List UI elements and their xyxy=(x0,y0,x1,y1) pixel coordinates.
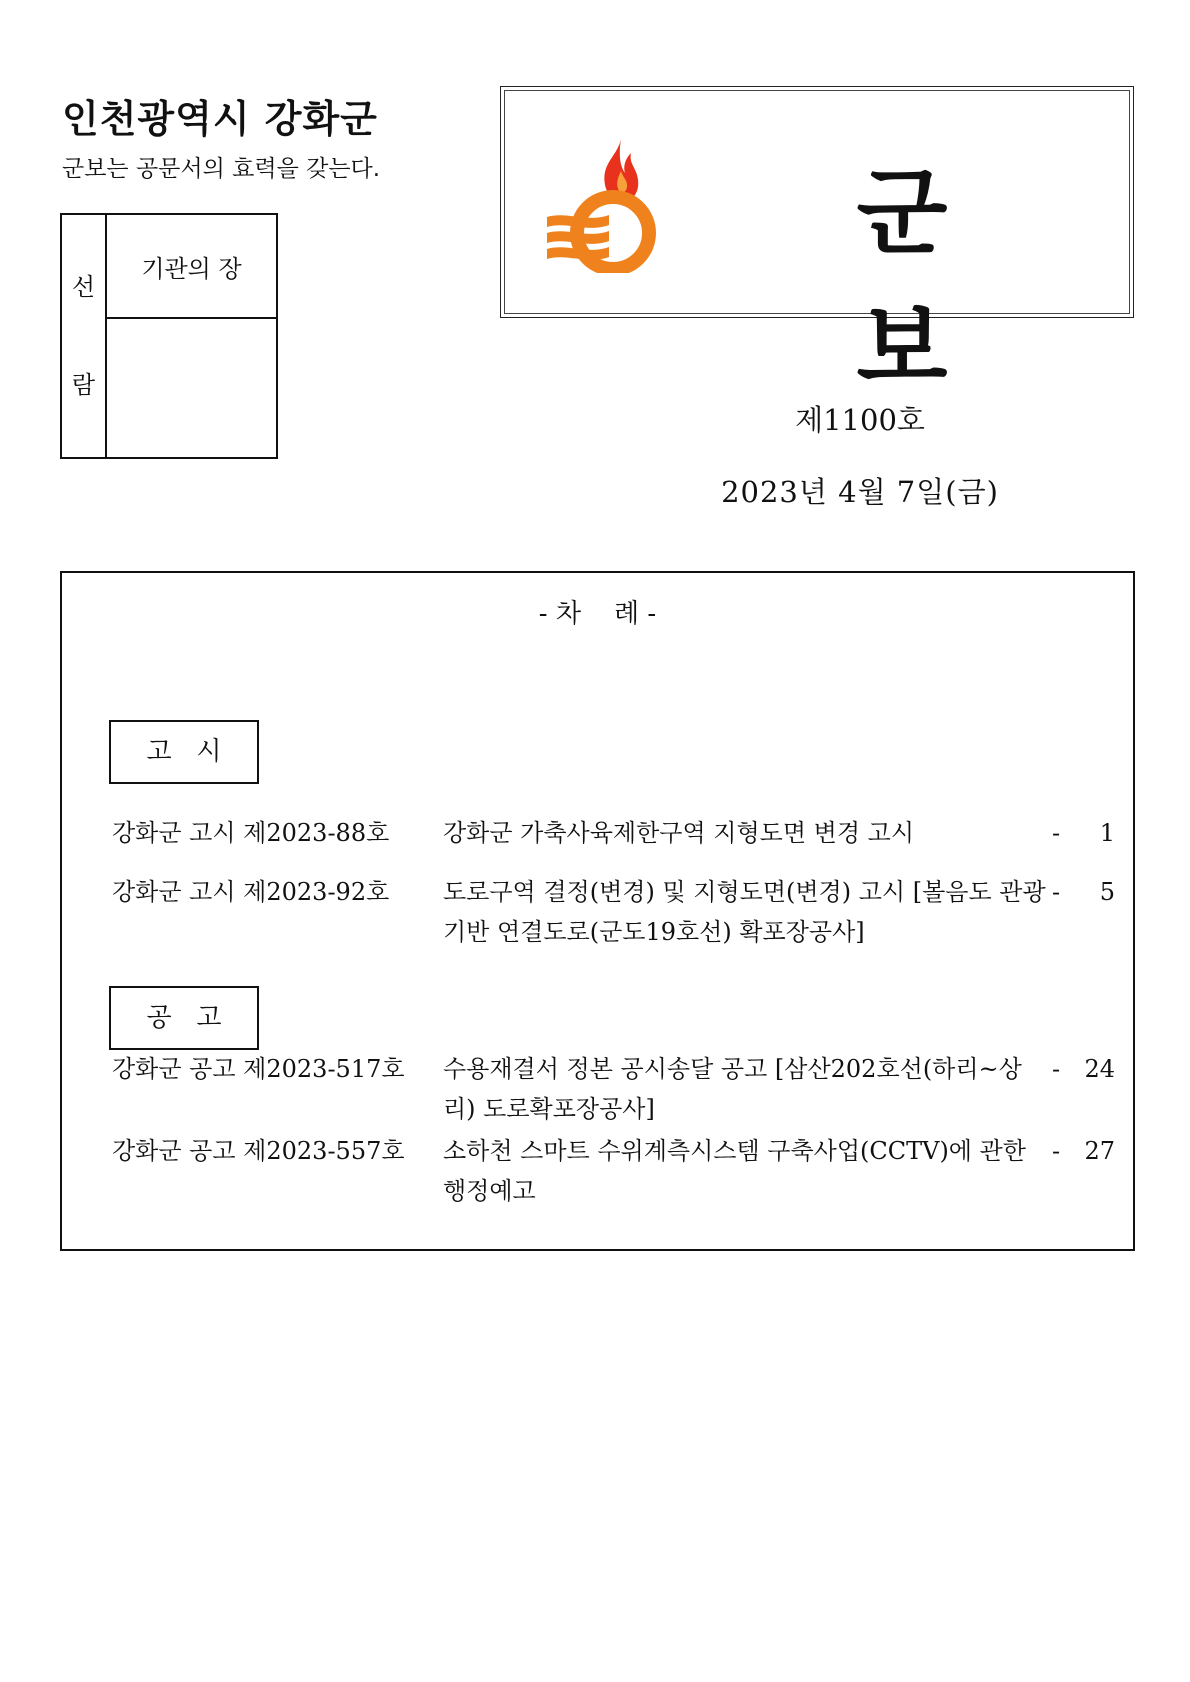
toc-entry-dash: - xyxy=(1052,878,1061,906)
toc-entry-dash: - xyxy=(1052,1137,1061,1165)
toc-entry-title: 수용재결서 정본 공시송달 공고 [삼산202호선(하리~상리) 도로확포장공사] xyxy=(443,1055,1022,1123)
approval-head-cell: 기관의 장 xyxy=(107,215,276,319)
approval-side-label xyxy=(62,215,107,457)
toc-entry-page: 1 xyxy=(1099,819,1115,847)
table-of-contents xyxy=(60,571,1135,1251)
emblem-wave-3 xyxy=(547,247,609,260)
county-emblem-icon xyxy=(543,133,673,273)
emblem-wave-1 xyxy=(547,215,609,228)
toc-entry-number: 강화군 고시 제2023-92호 xyxy=(112,878,390,906)
region-title: 인천광역시 강화군 xyxy=(62,97,378,141)
toc-entry-number: 강화군 공고 제2023-557호 xyxy=(112,1137,405,1165)
toc-entry-title: 소하천 스마트 수위계측시스템 구축사업(CCTV)에 관한 행정예고 xyxy=(443,1137,1026,1205)
toc-entry-page: 27 xyxy=(1084,1137,1115,1165)
approval-side-top: 선 xyxy=(71,273,96,301)
section-label-announcement: 공 고 xyxy=(109,986,259,1050)
issue-date: 2023년 4월 7일(금) xyxy=(721,475,999,509)
approval-box xyxy=(60,213,278,459)
issue-number: 제1100호 xyxy=(795,403,925,437)
masthead-title: 군보 xyxy=(856,159,1058,403)
toc-title: - 차 례 - xyxy=(538,599,657,629)
toc-entry-dash: - xyxy=(1052,819,1061,847)
toc-entry-page: 5 xyxy=(1099,878,1115,906)
toc-entry-title: 강화군 가축사육제한구역 지형도면 변경 고시 xyxy=(443,819,915,847)
approval-side-bottom: 람 xyxy=(71,371,96,399)
toc-entry-title: 도로구역 결정(변경) 및 지형도면(변경) 고시 [볼음도 관광기반 연결도로(군도19호선) 확포장공사] xyxy=(443,878,1046,946)
legal-effect-note: 군보는 공문서의 효력을 갖는다. xyxy=(62,156,381,182)
emblem-wave-2 xyxy=(547,231,609,244)
toc-entry-page: 24 xyxy=(1084,1055,1115,1083)
masthead xyxy=(500,86,1134,403)
section-label-notice: 고 시 xyxy=(109,720,259,784)
toc-entry-dash: - xyxy=(1052,1055,1061,1083)
toc-entry-number: 강화군 공고 제2023-517호 xyxy=(112,1055,405,1083)
toc-entry-number: 강화군 고시 제2023-88호 xyxy=(112,819,390,847)
